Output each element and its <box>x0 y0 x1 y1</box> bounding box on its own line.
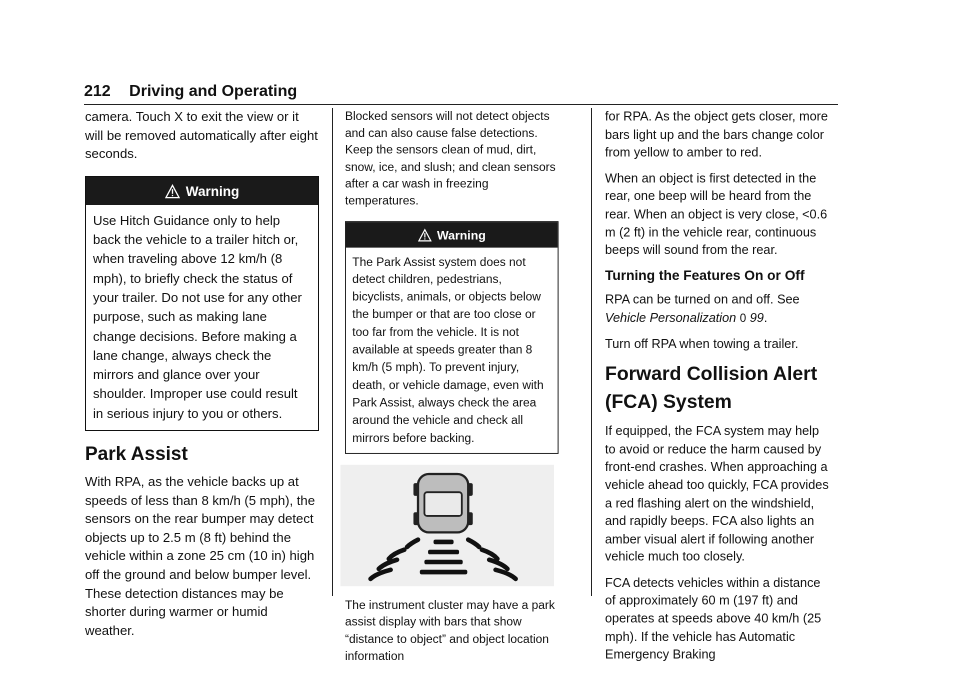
page-header <box>84 83 297 101</box>
warning-icon <box>418 228 432 242</box>
page-number: 212 <box>84 83 111 100</box>
features-on-off-heading: Turning the Features On or Off <box>605 268 805 284</box>
warning-title: Warning <box>436 228 486 242</box>
column-3 <box>605 108 831 672</box>
fca-paragraph-2: FCA detects vehicles within a distance of approximately 60 m (197 ft) and operates at speeds above 40 km/h (25 mph). If the vehicle has Automatic Emergency Braking <box>605 575 822 662</box>
warning-body: Use Hitch Guidance only to help back the vehicle to a trailer hitch or, when traveling above 12 km/h (8 mph), to briefly check the status of your trailer. Do not use for any other purpose, such as making lane change decisions. Before making a lane change, always check the mirrors and glance over your shoulder. Improper use could result in serious injury to you or others. <box>93 212 302 421</box>
rpa-text-end: . <box>763 310 768 325</box>
column-2 <box>345 108 559 672</box>
park-assist-warning-box <box>345 221 559 454</box>
warning-header <box>86 177 318 205</box>
warning-header <box>346 222 558 248</box>
warning-body: The Park Assist system does not detect children, pedestrians, bicyclists, animals, or objects below the bumper or that are too close or too far from the vehicle. It is not available at speeds greater than 8 km/h (5 mph). To prevent injury, death, or vehicle damage, even with Park Assist, always check the area around the vehicle and check all mirrors before backing. <box>352 254 544 445</box>
header-rule <box>84 104 838 105</box>
park-assist-body: With RPA, as the vehicle backs up at speeds of less than 8 km/h (5 mph), the sensors on the rear bumper may detect objects up to 2.5 m (8 ft) behind the vehicle within a zone 25 cm (10 in) high off the ground and below bumper level. These detection distances may be shorter during warmer or humid weather. <box>85 474 315 638</box>
col3-beep-paragraph: When an object is first detected in the rear, one beep will be heard from the rear. When an object is very close, <0.6 m (2 ft) in the vehicle rear, continuous beeps will sound from the rear. <box>605 170 828 258</box>
section-title: Driving and Operating <box>129 83 298 100</box>
col2-intro: Blocked sensors will not detect objects and can also cause false detections. Keep the sensors clean of mud, dirt, snow, ice, and slush; and clean sensors after a car wash in freezing temperatures. <box>345 108 556 208</box>
park-assist-heading: Park Assist <box>85 444 188 466</box>
vehicle-personalization-link[interactable]: Vehicle Personalization <box>605 310 737 325</box>
column-divider <box>332 108 333 596</box>
vehicle-sensor-bars-illustration <box>340 465 554 586</box>
park-assist-display-figure <box>340 465 554 586</box>
col2-after-figure: The instrument cluster may have a park assist display with bars that show “distance to object” and object location information <box>345 597 555 663</box>
fca-paragraph-1: If equipped, the FCA system may help to avoid or reduce the harm caused by front-end crashes. When approaching a vehicle ahead too quickly, FCA provides a red flashing alert on the windshield, and rapidly beeps. FCA also lights an amber visual alert if following another vehicle much too closely. <box>605 423 829 564</box>
hitch-warning-box <box>85 176 319 431</box>
warning-title: Warning <box>185 183 240 199</box>
page-ref-arrow: 0 <box>739 311 747 325</box>
column-divider <box>591 108 592 596</box>
column-1 <box>85 108 319 648</box>
page-ref-number[interactable]: 99 <box>749 310 764 325</box>
fca-heading: Forward Collision Alert (FCA) System <box>605 363 818 413</box>
col1-intro: camera. Touch X to exit the view or it will be removed automatically after eight seconds. <box>85 109 318 162</box>
warning-icon <box>165 184 180 199</box>
col3-towing-paragraph: Turn off RPA when towing a trailer. <box>605 335 799 351</box>
col3-intro: for RPA. As the object gets closer, more bars light up and the bars change color from yellow to amber to red. <box>605 108 828 160</box>
col3-rpa-paragraph <box>605 291 831 327</box>
rpa-text: RPA can be turned on and off. See <box>605 292 800 307</box>
